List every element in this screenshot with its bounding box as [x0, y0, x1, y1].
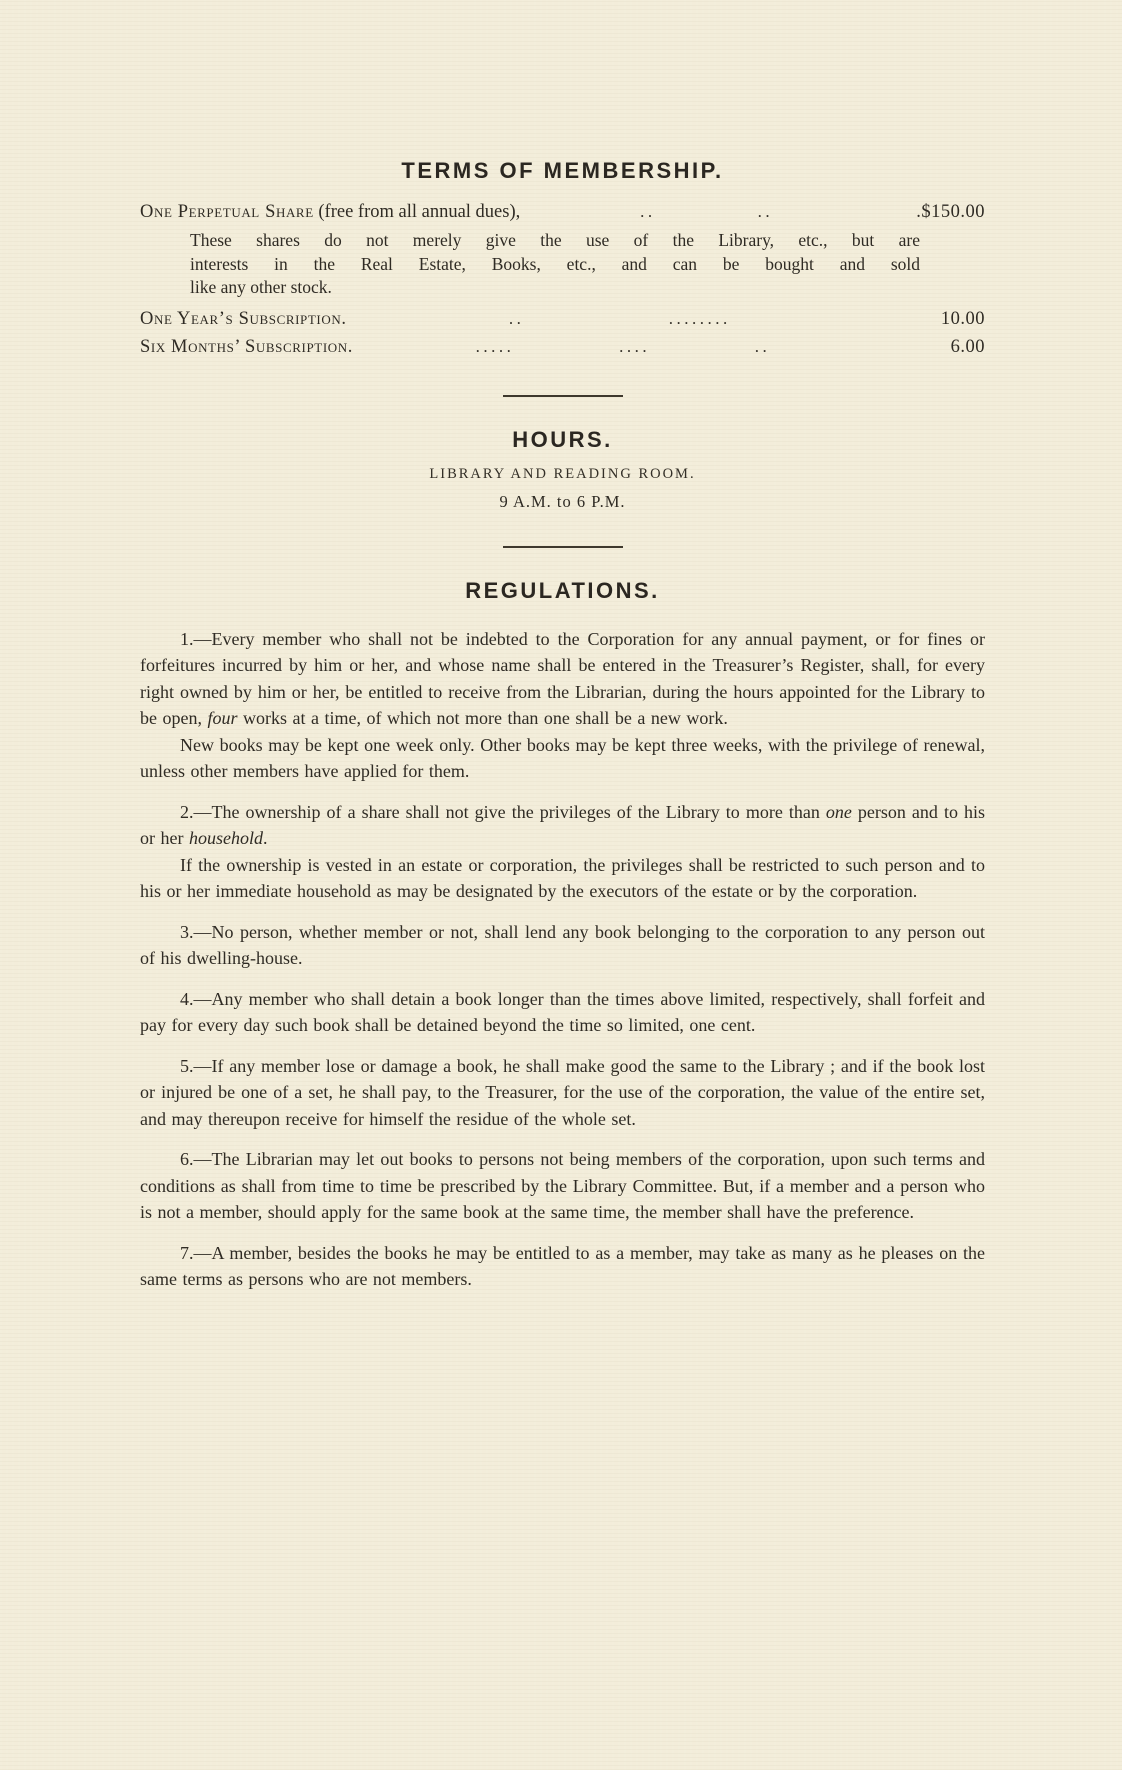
- regulation-item-2: [140, 799, 985, 905]
- regulation-paragraph: 1.—Every member who shall not be indebted to the Corporation for any annual payment, or for fines or forfeitures incurred by him or her, and whose name shall be entered in the Treasurer’s Register, shall, for every right owned by him or her, be entitled to receive from the Librarian, during the hours appointed for the Library to be open, four works at a time, of which not more than one shall be a new work.: [140, 628, 985, 728]
- regulation-item-6: [140, 1146, 985, 1226]
- dot-leader-group: ........: [668, 308, 731, 328]
- fee-row-six-months-subscription: [140, 333, 985, 361]
- fee-label: [140, 306, 347, 333]
- section-divider: [503, 395, 623, 397]
- fee-amount: 6.00: [950, 336, 985, 357]
- fee-label-smallcaps: One Year’s Subscription.: [140, 308, 347, 329]
- hours-heading: HOURS.: [512, 426, 613, 452]
- dot-leaders: [353, 333, 893, 360]
- fee-label: [140, 334, 353, 361]
- regulation-paragraph: 3.—No person, whether member or not, shall lend any book belonging to the corporation to any person out of his dwelling-house.: [140, 921, 985, 968]
- fee-row-one-year-subscription: [140, 305, 985, 333]
- regulation-paragraph: 5.—If any member lose or damage a book, he shall make good the same to the Library ; and if the book lost or injured be one of a set, he shall pay, to the Treasurer, for the use of the corporation, the value of the entire set, and may thereupon receive for himself the residue of the whole set.: [140, 1055, 985, 1129]
- dot-leader-group: ..: [757, 202, 774, 221]
- dot-leader-group: ..: [754, 336, 771, 356]
- fee-amount: 10.00: [940, 308, 985, 329]
- regulation-paragraph: 7.—A member, besides the books he may be entitled to as a member, may take as many as he pleases on the same terms as persons who are not members.: [140, 1242, 985, 1289]
- regulation-item-7: [140, 1240, 985, 1293]
- fee-label: [140, 199, 520, 226]
- regulation-paragraph: New books may be kept one week only. Other books may be kept three weeks, with the privilege of renewal, unless other members have applied for them.: [140, 734, 985, 781]
- dot-leader-group: .....: [475, 336, 515, 356]
- fee-label-smallcaps: One Perpetual Share: [140, 202, 314, 222]
- page-content: [140, 158, 985, 1307]
- regulation-item-1: [140, 626, 985, 785]
- regulation-paragraph: If the ownership is vested in an estate or corporation, the privileges shall be restricted to such person and to his or her immediate household as may be designated by the executors of the estate or by the corporation.: [140, 854, 985, 901]
- hours-times: 9 A.M. to 6 P.M.: [499, 491, 626, 511]
- fee-row-perpetual-share: [140, 198, 985, 226]
- dot-leader-group: ..: [508, 308, 525, 328]
- note-line: interests in the Real Estate, Books, etc., and can be bought and sold: [190, 253, 920, 274]
- regulation-item-3: [140, 919, 985, 972]
- regulation-paragraph: 6.—The Librarian may let out books to persons not being members of the corporation, upon such terms and conditions as shall from time to time be prescribed by the Library Committee. But, if a member and a person who is not a member, should apply for the same book at the same time, the member shall have the preference.: [140, 1149, 985, 1222]
- note-line: like any other stock.: [190, 277, 332, 297]
- note-line: These shares do not merely give the use of the Library, etc., but are: [190, 230, 920, 250]
- terms-of-membership-heading: TERMS OF MEMBERSHIP.: [401, 158, 724, 183]
- fee-label-smallcaps: Six Months’ Subscription.: [140, 336, 353, 357]
- share-explanation-note: [190, 229, 920, 300]
- regulation-item-4: [140, 986, 985, 1039]
- regulation-item-5: [140, 1053, 985, 1133]
- regulations-heading: REGULATIONS.: [465, 577, 660, 603]
- dot-leaders: [520, 198, 893, 225]
- fee-label-description: (free from all annual dues),: [318, 202, 521, 222]
- dot-leaders: [347, 305, 893, 332]
- regulation-paragraph: 2.—The ownership of a share shall not give the privileges of the Library to more than one person and to his or her household.: [140, 801, 985, 848]
- section-divider: [503, 546, 623, 548]
- hours-subheading: LIBRARY AND READING ROOM.: [429, 465, 696, 482]
- fee-amount: .$150.00: [916, 202, 985, 222]
- regulation-paragraph: 4.—Any member who shall detain a book longer than the times above limited, respectively, shall forfeit and pay for every day such book shall be detained beyond the time so limited, one cent.: [140, 988, 985, 1035]
- dot-leader-group: ..: [640, 202, 656, 221]
- dot-leader-group: ....: [619, 336, 651, 356]
